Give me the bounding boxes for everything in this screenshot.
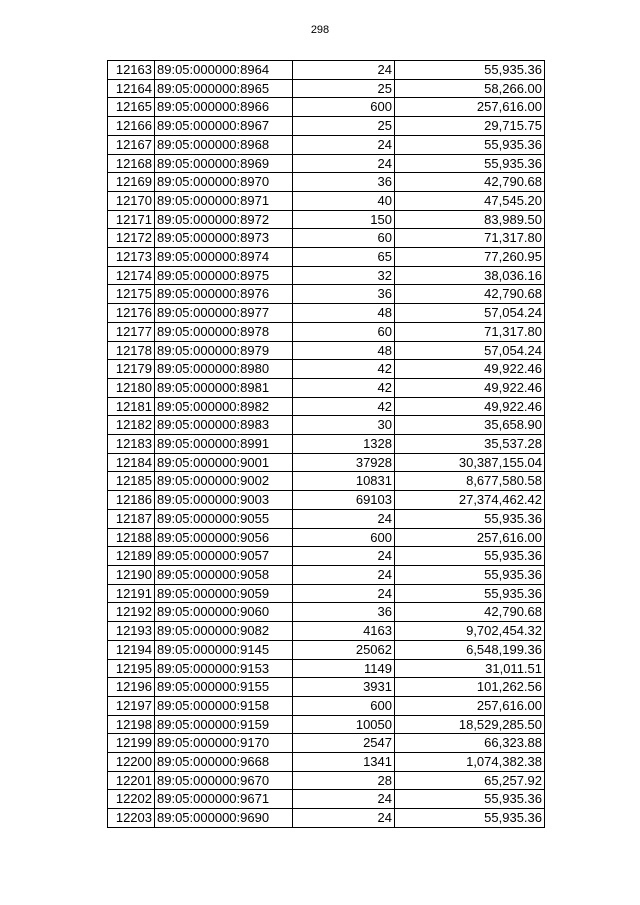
- table-row: [108, 659, 545, 678]
- row-number-cell: 12200: [108, 753, 155, 772]
- table-row: [108, 191, 545, 210]
- cadastral-value-cell: 55,935.36: [395, 790, 545, 809]
- area-cell: 3931: [293, 678, 395, 697]
- cadastral-value-cell: 30,387,155.04: [395, 453, 545, 472]
- cadastral-value-cell: 55,935.36: [395, 509, 545, 528]
- cadastral-number-cell: 89:05:000000:9059: [155, 584, 293, 603]
- cadastral-number-cell: 89:05:000000:9082: [155, 622, 293, 641]
- cadastral-value-cell: 257,616.00: [395, 528, 545, 547]
- cadastral-number-cell: 89:05:000000:8968: [155, 135, 293, 154]
- row-number-cell: 12188: [108, 528, 155, 547]
- row-number-cell: 12176: [108, 304, 155, 323]
- row-number-cell: 12163: [108, 61, 155, 80]
- cadastral-value-cell: 49,922.46: [395, 378, 545, 397]
- cadastral-number-cell: 89:05:000000:9001: [155, 453, 293, 472]
- cadastral-number-cell: 89:05:000000:8966: [155, 98, 293, 117]
- area-cell: 600: [293, 696, 395, 715]
- cadastral-number-cell: 89:05:000000:9153: [155, 659, 293, 678]
- row-number-cell: 12202: [108, 790, 155, 809]
- area-cell: 30: [293, 416, 395, 435]
- row-number-cell: 12174: [108, 266, 155, 285]
- area-cell: 150: [293, 210, 395, 229]
- cadastral-number-cell: 89:05:000000:8977: [155, 304, 293, 323]
- cadastral-value-cell: 18,529,285.50: [395, 715, 545, 734]
- area-cell: 60: [293, 229, 395, 248]
- area-cell: 60: [293, 322, 395, 341]
- cadastral-value-cell: 49,922.46: [395, 397, 545, 416]
- row-number-cell: 12177: [108, 322, 155, 341]
- cadastral-number-cell: 89:05:000000:8969: [155, 154, 293, 173]
- row-number-cell: 12194: [108, 640, 155, 659]
- table-row: [108, 547, 545, 566]
- table-row: [108, 491, 545, 510]
- table-row: [108, 266, 545, 285]
- table-row: [108, 472, 545, 491]
- row-number-cell: 12196: [108, 678, 155, 697]
- area-cell: 69103: [293, 491, 395, 510]
- area-cell: 37928: [293, 453, 395, 472]
- table-row: [108, 210, 545, 229]
- row-number-cell: 12184: [108, 453, 155, 472]
- cadastral-number-cell: 89:05:000000:8971: [155, 191, 293, 210]
- row-number-cell: 12192: [108, 603, 155, 622]
- cadastral-value-cell: 9,702,454.32: [395, 622, 545, 641]
- row-number-cell: 12173: [108, 248, 155, 267]
- cadastral-value-cell: 257,616.00: [395, 696, 545, 715]
- table-row: [108, 753, 545, 772]
- cadastral-number-cell: 89:05:000000:8981: [155, 378, 293, 397]
- cadastral-value-cell: 58,266.00: [395, 79, 545, 98]
- cadastral-number-cell: 89:05:000000:8974: [155, 248, 293, 267]
- cadastral-number-cell: 89:05:000000:8979: [155, 341, 293, 360]
- area-cell: 32: [293, 266, 395, 285]
- cadastral-number-cell: 89:05:000000:8978: [155, 322, 293, 341]
- table-row: [108, 98, 545, 117]
- cadastral-value-cell: 65,257.92: [395, 771, 545, 790]
- cadastral-number-cell: 89:05:000000:9003: [155, 491, 293, 510]
- row-number-cell: 12195: [108, 659, 155, 678]
- area-cell: 28: [293, 771, 395, 790]
- row-number-cell: 12175: [108, 285, 155, 304]
- table-row: [108, 509, 545, 528]
- cadastral-number-cell: 89:05:000000:8982: [155, 397, 293, 416]
- row-number-cell: 12199: [108, 734, 155, 753]
- row-number-cell: 12179: [108, 360, 155, 379]
- cadastral-number-cell: 89:05:000000:8976: [155, 285, 293, 304]
- table-row: [108, 696, 545, 715]
- table-row: [108, 341, 545, 360]
- cadastral-value-cell: 55,935.36: [395, 61, 545, 80]
- cadastral-number-cell: 89:05:000000:8975: [155, 266, 293, 285]
- cadastral-value-cell: 29,715.75: [395, 117, 545, 136]
- area-cell: 42: [293, 360, 395, 379]
- area-cell: 24: [293, 584, 395, 603]
- row-number-cell: 12167: [108, 135, 155, 154]
- row-number-cell: 12171: [108, 210, 155, 229]
- row-number-cell: 12180: [108, 378, 155, 397]
- row-number-cell: 12189: [108, 547, 155, 566]
- table-row: [108, 117, 545, 136]
- cadastral-value-cell: 55,935.36: [395, 547, 545, 566]
- cadastral-value-table: [107, 60, 545, 828]
- cadastral-value-cell: 55,935.36: [395, 565, 545, 584]
- cadastral-value-cell: 27,374,462.42: [395, 491, 545, 510]
- row-number-cell: 12197: [108, 696, 155, 715]
- area-cell: 24: [293, 790, 395, 809]
- cadastral-number-cell: 89:05:000000:9060: [155, 603, 293, 622]
- row-number-cell: 12168: [108, 154, 155, 173]
- table-row: [108, 809, 545, 828]
- area-cell: 2547: [293, 734, 395, 753]
- table-row: [108, 565, 545, 584]
- row-number-cell: 12172: [108, 229, 155, 248]
- table-row: [108, 528, 545, 547]
- cadastral-number-cell: 89:05:000000:9155: [155, 678, 293, 697]
- area-cell: 40: [293, 191, 395, 210]
- table-row: [108, 61, 545, 80]
- table-body: [108, 61, 545, 828]
- area-cell: 600: [293, 528, 395, 547]
- area-cell: 36: [293, 173, 395, 192]
- cadastral-number-cell: 89:05:000000:8973: [155, 229, 293, 248]
- cadastral-number-cell: 89:05:000000:9145: [155, 640, 293, 659]
- cadastral-value-cell: 55,935.36: [395, 809, 545, 828]
- cadastral-value-cell: 55,935.36: [395, 135, 545, 154]
- cadastral-value-cell: 1,074,382.38: [395, 753, 545, 772]
- table-row: [108, 135, 545, 154]
- cadastral-value-cell: 57,054.24: [395, 304, 545, 323]
- cadastral-value-cell: 71,317.80: [395, 322, 545, 341]
- cadastral-value-cell: 42,790.68: [395, 285, 545, 304]
- table-row: [108, 715, 545, 734]
- area-cell: 25062: [293, 640, 395, 659]
- table-row: [108, 790, 545, 809]
- row-number-cell: 12190: [108, 565, 155, 584]
- cadastral-value-cell: 31,011.51: [395, 659, 545, 678]
- row-number-cell: 12182: [108, 416, 155, 435]
- cadastral-number-cell: 89:05:000000:8991: [155, 435, 293, 454]
- row-number-cell: 12166: [108, 117, 155, 136]
- area-cell: 24: [293, 135, 395, 154]
- area-cell: 10831: [293, 472, 395, 491]
- area-cell: 24: [293, 154, 395, 173]
- cadastral-value-cell: 47,545.20: [395, 191, 545, 210]
- cadastral-value-cell: 35,658.90: [395, 416, 545, 435]
- area-cell: 4163: [293, 622, 395, 641]
- cadastral-value-cell: 57,054.24: [395, 341, 545, 360]
- area-cell: 42: [293, 397, 395, 416]
- area-cell: 36: [293, 603, 395, 622]
- table-row: [108, 360, 545, 379]
- area-cell: 10050: [293, 715, 395, 734]
- cadastral-number-cell: 89:05:000000:8970: [155, 173, 293, 192]
- row-number-cell: 12183: [108, 435, 155, 454]
- row-number-cell: 12186: [108, 491, 155, 510]
- cadastral-number-cell: 89:05:000000:9170: [155, 734, 293, 753]
- cadastral-number-cell: 89:05:000000:9055: [155, 509, 293, 528]
- cadastral-number-cell: 89:05:000000:9057: [155, 547, 293, 566]
- row-number-cell: 12169: [108, 173, 155, 192]
- cadastral-value-cell: 8,677,580.58: [395, 472, 545, 491]
- table-row: [108, 416, 545, 435]
- cadastral-value-cell: 35,537.28: [395, 435, 545, 454]
- cadastral-value-cell: 42,790.68: [395, 603, 545, 622]
- cadastral-value-cell: 42,790.68: [395, 173, 545, 192]
- row-number-cell: 12203: [108, 809, 155, 828]
- row-number-cell: 12164: [108, 79, 155, 98]
- cadastral-number-cell: 89:05:000000:9158: [155, 696, 293, 715]
- cadastral-value-cell: 77,260.95: [395, 248, 545, 267]
- cadastral-value-cell: 49,922.46: [395, 360, 545, 379]
- cadastral-value-cell: 55,935.36: [395, 154, 545, 173]
- cadastral-number-cell: 89:05:000000:8972: [155, 210, 293, 229]
- table-row: [108, 154, 545, 173]
- cadastral-value-cell: 83,989.50: [395, 210, 545, 229]
- cadastral-value-cell: 66,323.88: [395, 734, 545, 753]
- area-cell: 25: [293, 79, 395, 98]
- row-number-cell: 12198: [108, 715, 155, 734]
- page-number: 298: [310, 24, 330, 36]
- row-number-cell: 12201: [108, 771, 155, 790]
- area-cell: 1341: [293, 753, 395, 772]
- area-cell: 600: [293, 98, 395, 117]
- cadastral-number-cell: 89:05:000000:8983: [155, 416, 293, 435]
- cadastral-number-cell: 89:05:000000:9056: [155, 528, 293, 547]
- row-number-cell: 12181: [108, 397, 155, 416]
- cadastral-number-cell: 89:05:000000:9690: [155, 809, 293, 828]
- table-row: [108, 622, 545, 641]
- table-row: [108, 397, 545, 416]
- table-row: [108, 584, 545, 603]
- table-row: [108, 173, 545, 192]
- table-row: [108, 435, 545, 454]
- cadastral-number-cell: 89:05:000000:9002: [155, 472, 293, 491]
- table-row: [108, 322, 545, 341]
- cadastral-number-cell: 89:05:000000:8964: [155, 61, 293, 80]
- cadastral-number-cell: 89:05:000000:9670: [155, 771, 293, 790]
- cadastral-value-cell: 55,935.36: [395, 584, 545, 603]
- cadastral-number-cell: 89:05:000000:9668: [155, 753, 293, 772]
- cadastral-value-cell: 6,548,199.36: [395, 640, 545, 659]
- row-number-cell: 12187: [108, 509, 155, 528]
- cadastral-value-cell: 257,616.00: [395, 98, 545, 117]
- row-number-cell: 12191: [108, 584, 155, 603]
- area-cell: 24: [293, 61, 395, 80]
- row-number-cell: 12165: [108, 98, 155, 117]
- area-cell: 24: [293, 565, 395, 584]
- area-cell: 24: [293, 509, 395, 528]
- area-cell: 42: [293, 378, 395, 397]
- row-number-cell: 12178: [108, 341, 155, 360]
- row-number-cell: 12193: [108, 622, 155, 641]
- table-row: [108, 453, 545, 472]
- area-cell: 1149: [293, 659, 395, 678]
- area-cell: 48: [293, 304, 395, 323]
- cadastral-number-cell: 89:05:000000:9058: [155, 565, 293, 584]
- cadastral-number-cell: 89:05:000000:8980: [155, 360, 293, 379]
- area-cell: 48: [293, 341, 395, 360]
- table-row: [108, 285, 545, 304]
- cadastral-number-cell: 89:05:000000:9159: [155, 715, 293, 734]
- table-row: [108, 603, 545, 622]
- table-row: [108, 734, 545, 753]
- area-cell: 24: [293, 547, 395, 566]
- table-row: [108, 304, 545, 323]
- area-cell: 36: [293, 285, 395, 304]
- row-number-cell: 12185: [108, 472, 155, 491]
- cadastral-number-cell: 89:05:000000:9671: [155, 790, 293, 809]
- area-cell: 24: [293, 809, 395, 828]
- cadastral-number-cell: 89:05:000000:8965: [155, 79, 293, 98]
- table-row: [108, 229, 545, 248]
- cadastral-value-cell: 38,036.16: [395, 266, 545, 285]
- table-row: [108, 771, 545, 790]
- table-row: [108, 248, 545, 267]
- cadastral-value-cell: 101,262.56: [395, 678, 545, 697]
- table-row: [108, 678, 545, 697]
- area-cell: 1328: [293, 435, 395, 454]
- cadastral-value-cell: 71,317.80: [395, 229, 545, 248]
- row-number-cell: 12170: [108, 191, 155, 210]
- table-row: [108, 378, 545, 397]
- table-row: [108, 640, 545, 659]
- area-cell: 65: [293, 248, 395, 267]
- table-row: [108, 79, 545, 98]
- cadastral-number-cell: 89:05:000000:8967: [155, 117, 293, 136]
- area-cell: 25: [293, 117, 395, 136]
